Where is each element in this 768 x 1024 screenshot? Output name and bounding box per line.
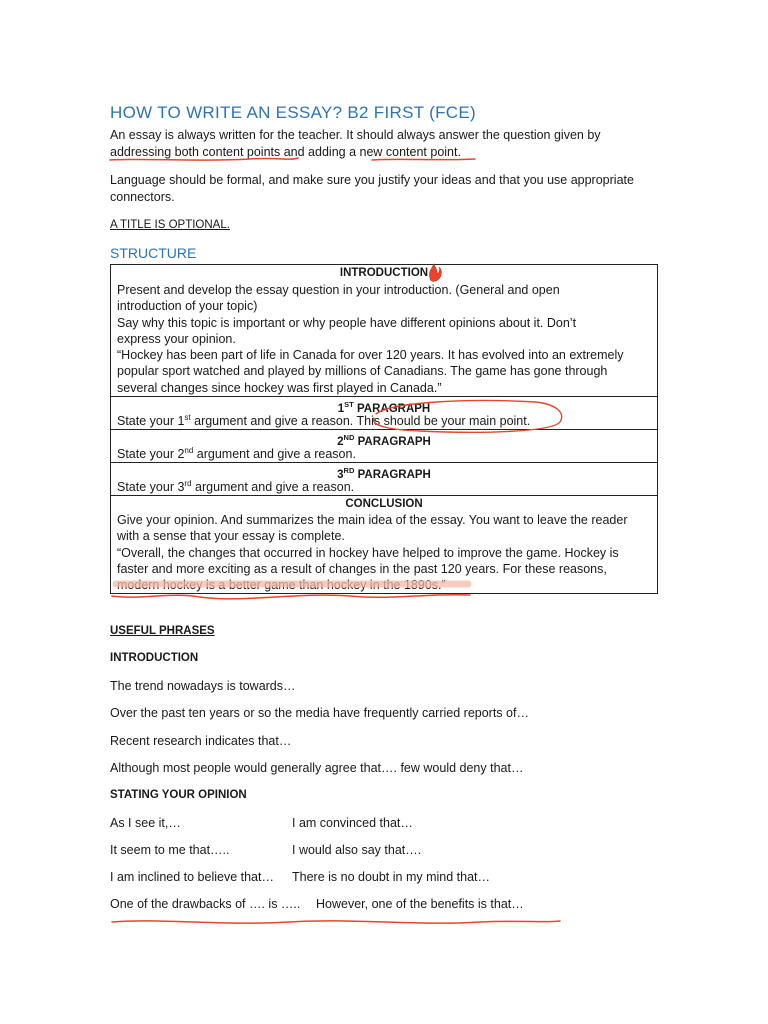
row-line: faster and more exciting as a result of changes in the past 120 years. For these reasons, xyxy=(117,561,607,576)
row-heading: CONCLUSION xyxy=(345,498,423,510)
intro-line-3: Language should be formal, and make sure you justify your ideas and that you use appropriate xyxy=(110,173,634,187)
row-body: State your 1st argument and give a reason. This should be your main point. xyxy=(117,412,531,428)
row-line: with a sense that your essay is complete. xyxy=(117,529,345,544)
wavy-underline-phrases xyxy=(112,921,560,923)
structure-table xyxy=(110,264,658,594)
opinion-phrase-right: However, one of the benefits is that… xyxy=(316,897,524,911)
phrase-item: Although most people would generally agree that…. few would deny that… xyxy=(110,761,524,775)
phrase-item: Over the past ten years or so the media have frequently carried reports of… xyxy=(110,706,529,720)
structure-heading: STRUCTURE xyxy=(110,245,197,261)
intro-line-1: An essay is always written for the teacher. It should always answer the question given by xyxy=(110,128,601,142)
opinion-phrase-right: There is no doubt in my mind that… xyxy=(292,870,491,884)
table-row-conclusion xyxy=(111,496,657,595)
row-line: “Hockey has been part of life in Canada for over 120 years. It has evolved into an extremely xyxy=(117,348,624,363)
row-body xyxy=(117,282,651,396)
row-body: State your 2nd argument and give a reason. xyxy=(117,445,356,461)
table-row-paragraph-1 xyxy=(111,397,657,430)
row-line: Say why this topic is important or why people have different opinions about it. Don’t xyxy=(117,315,577,330)
row-line: introduction of your topic) xyxy=(117,299,258,314)
row-body xyxy=(117,512,651,593)
page-title: HOW TO WRITE AN ESSAY? B2 FIRST (FCE) xyxy=(110,103,476,122)
intro-line-4: connectors. xyxy=(110,190,175,204)
table-row-paragraph-2 xyxy=(111,430,657,463)
phrase-item: The trend nowadays is towards… xyxy=(110,679,296,693)
row-line: express your opinion. xyxy=(117,331,236,346)
opinion-phrase-right: I am convinced that… xyxy=(292,816,413,830)
row-line: Give your opinion. And summarizes the main idea of the essay. You want to leave the reader xyxy=(117,513,628,527)
row-heading: 2ND PARAGRAPH xyxy=(337,433,431,448)
opinion-phrase-left: It seem to me that….. xyxy=(110,843,230,857)
useful-phrases-heading: USEFUL PHRASES xyxy=(110,625,215,637)
table-row-introduction xyxy=(111,265,657,397)
row-heading: 3RD PARAGRAPH xyxy=(337,466,431,481)
title-optional-note: A TITLE IS OPTIONAL. xyxy=(110,219,230,231)
row-line: Present and develop the essay question in your introduction. (General and open xyxy=(117,283,560,297)
phrase-item: Recent research indicates that… xyxy=(110,734,292,748)
row-line: several changes since hockey was first played in Canada.” xyxy=(117,380,442,395)
opinion-phrase-right: I would also say that…. xyxy=(292,843,422,857)
row-line: popular sport watched and played by millions of Canadians. The game has gone through xyxy=(117,364,608,379)
intro-line-2: addressing both content points and adding a new content point. xyxy=(110,145,461,159)
opinion-phrase-left: One of the drawbacks of …. is ….. xyxy=(110,897,301,911)
table-row-paragraph-3 xyxy=(111,463,657,496)
row-heading: INTRODUCTION xyxy=(339,267,429,279)
row-heading: 1ST PARAGRAPH xyxy=(337,400,431,415)
wavy-underline-conclusion xyxy=(112,595,470,599)
opinion-phrase-left: I am inclined to believe that… xyxy=(110,870,274,884)
opinion-phrase-left: As I see it,… xyxy=(110,816,181,830)
row-line: modern hockey is a better game than hockey in the 1890s.” xyxy=(117,578,446,593)
row-body: State your 3rd argument and give a reason. xyxy=(117,478,355,494)
introduction-phrases-heading: INTRODUCTION xyxy=(110,652,199,664)
opinion-phrases-heading: STATING YOUR OPINION xyxy=(110,789,247,801)
row-line: “Overall, the changes that occurred in hockey have helped to improve the game. Hockey is xyxy=(117,545,619,560)
